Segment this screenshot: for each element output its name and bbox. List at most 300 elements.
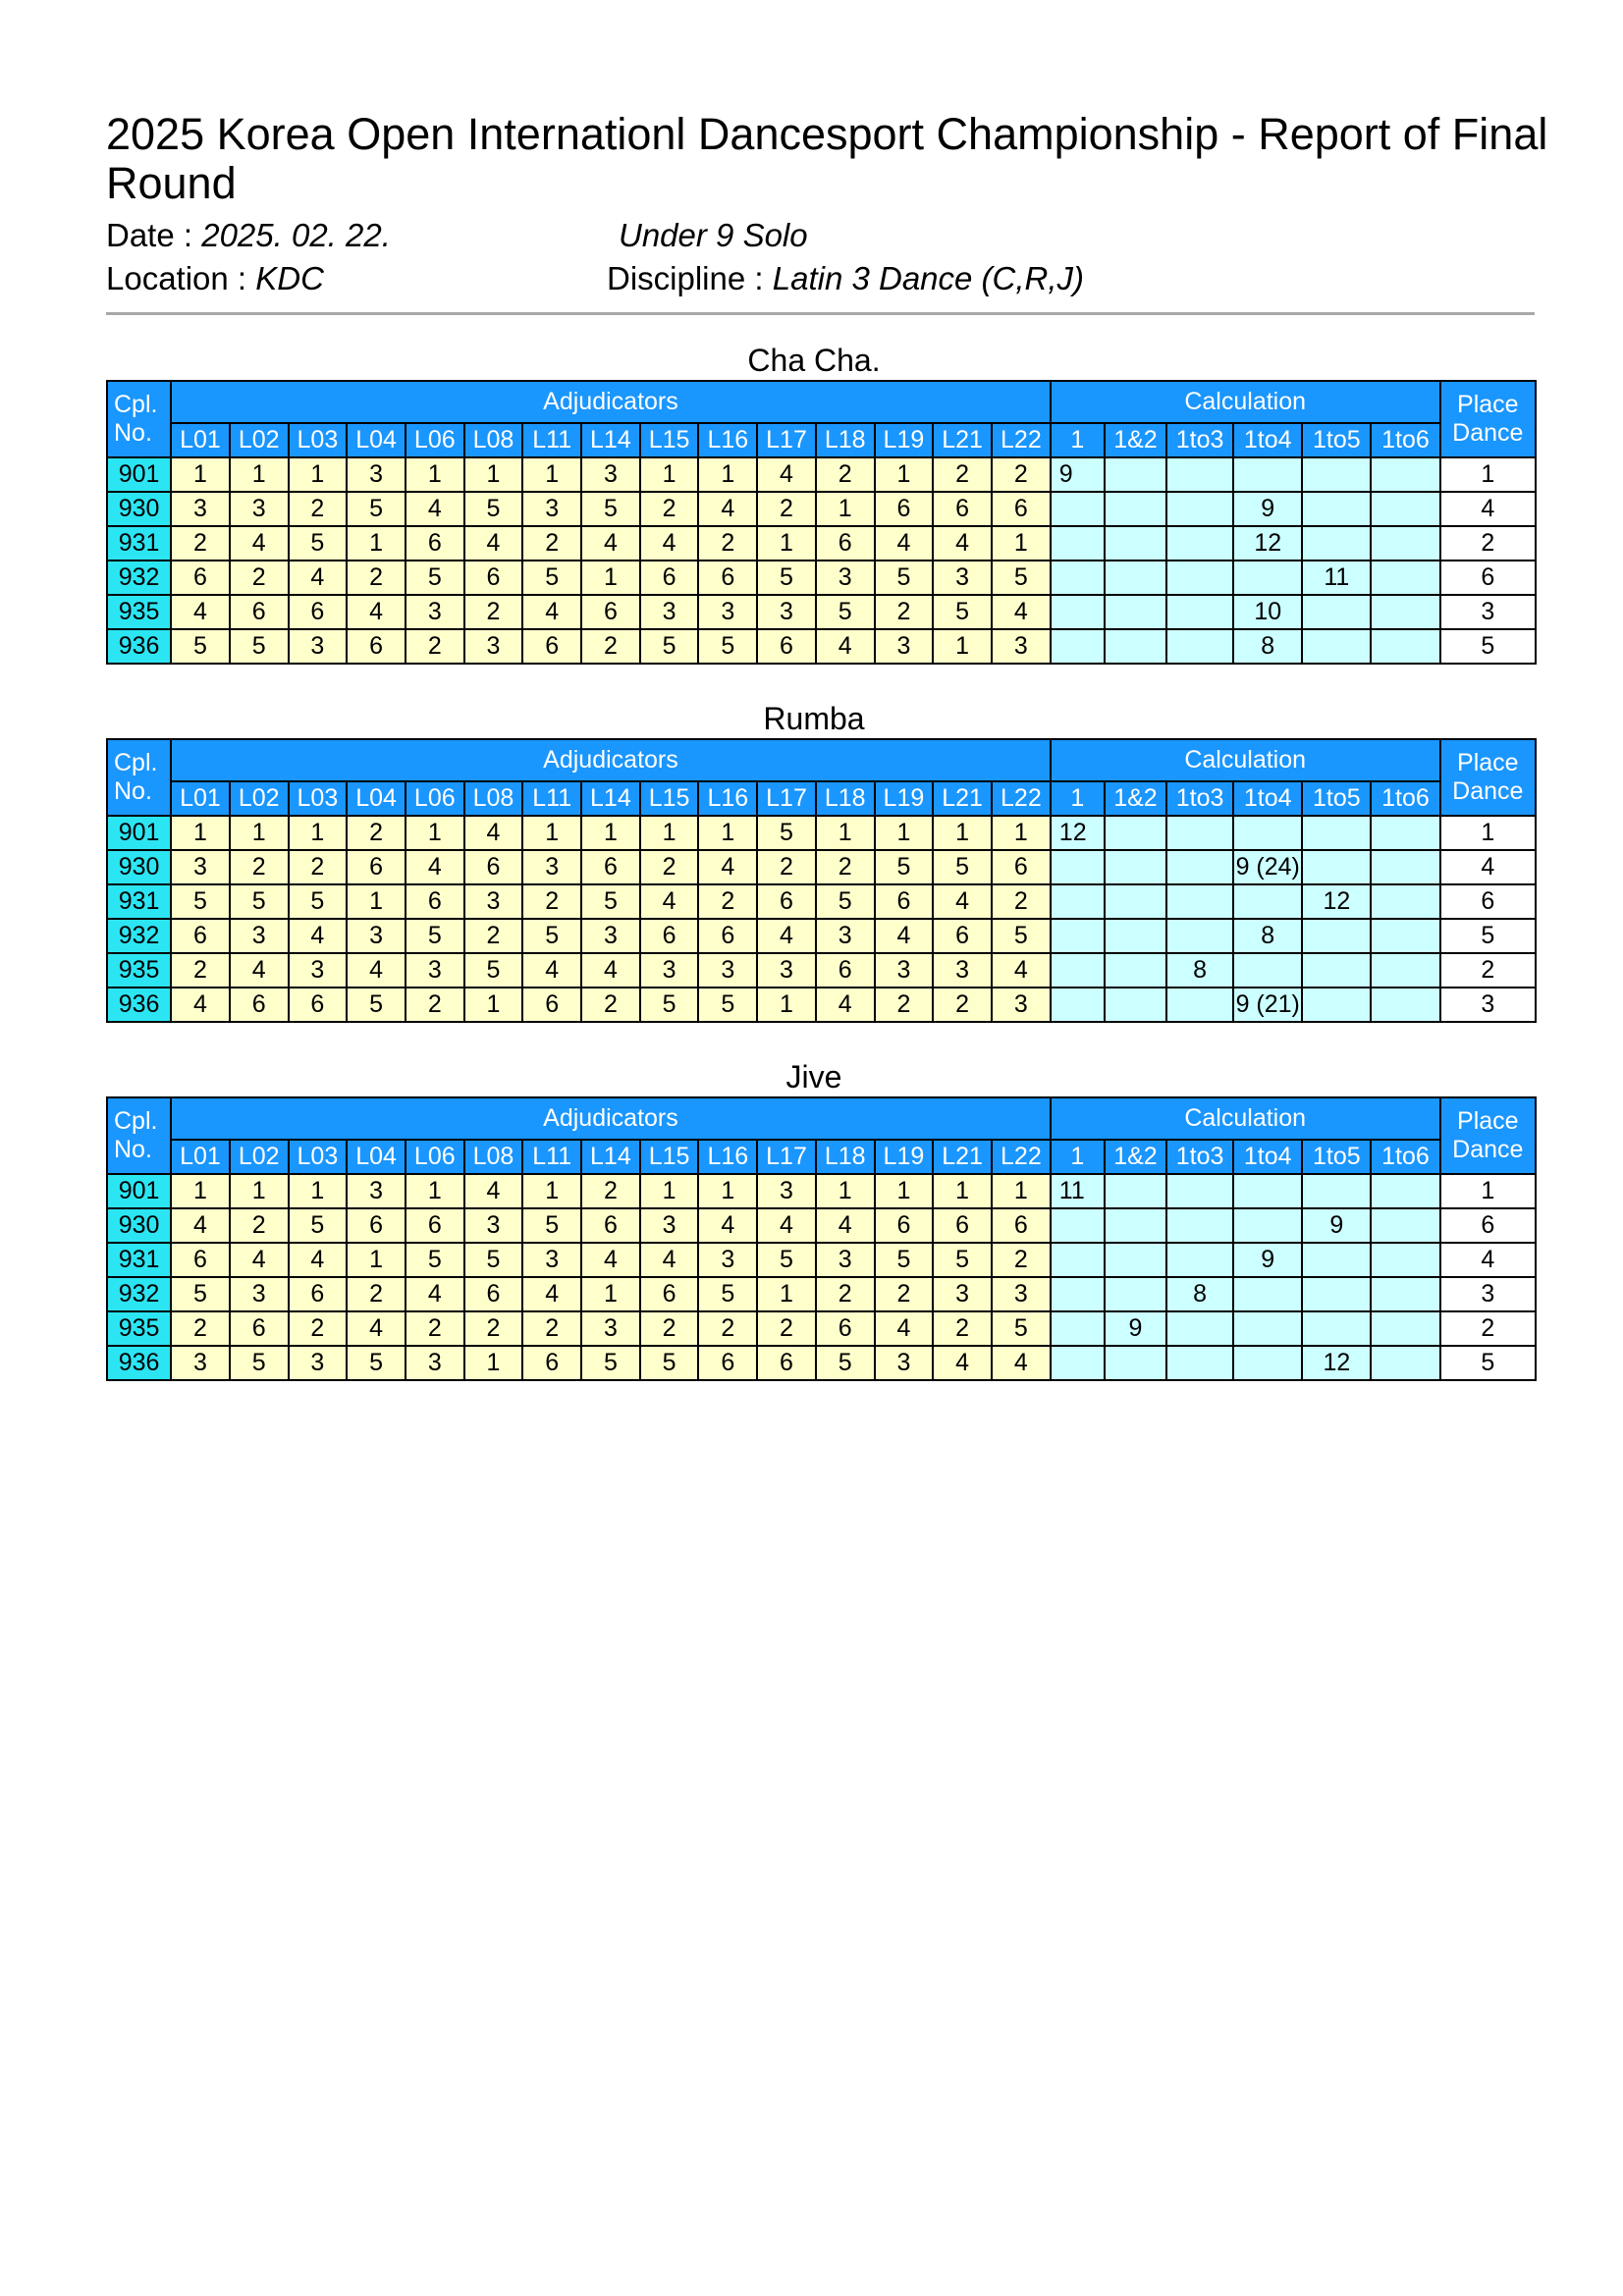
judge-header: L02 [230, 781, 289, 816]
calc-value: 9 [1051, 457, 1105, 492]
adjudicator-mark: 5 [698, 629, 757, 664]
couple-row [107, 1346, 1536, 1380]
calc-value [1371, 1174, 1439, 1208]
adjudicator-mark: 5 [581, 1346, 640, 1380]
adjudicator-mark: 5 [464, 492, 523, 526]
adjudicator-mark: 6 [698, 1346, 757, 1380]
adjudicator-mark: 5 [698, 1277, 757, 1311]
adjudicator-mark: 5 [757, 561, 816, 595]
adjudicator-mark: 1 [230, 816, 289, 850]
calc-value [1166, 1346, 1233, 1380]
calc-value [1302, 919, 1371, 953]
adjudicator-mark: 2 [289, 1311, 348, 1346]
adjudicator-mark: 4 [698, 492, 757, 526]
calc-value [1302, 457, 1371, 492]
adjudicator-mark: 5 [875, 1243, 934, 1277]
adjudicator-mark: 5 [992, 561, 1051, 595]
adjudicator-mark: 6 [933, 1208, 992, 1243]
couple-number: 932 [107, 1277, 171, 1311]
adjudicator-mark: 3 [406, 595, 464, 629]
adjudicator-mark: 5 [698, 988, 757, 1022]
adjudicator-mark: 5 [933, 850, 992, 884]
adjudicator-mark: 1 [289, 457, 348, 492]
adjudicator-mark: 5 [640, 988, 699, 1022]
calc-value: 9 (21) [1233, 988, 1302, 1022]
adjudicator-mark: 4 [757, 919, 816, 953]
adjudicator-mark: 2 [522, 526, 581, 561]
adjudicator-mark: 6 [171, 561, 230, 595]
date-value: 2025. 02. 22. [201, 217, 391, 253]
adjudicator-mark: 5 [933, 1243, 992, 1277]
couple-row [107, 884, 1536, 919]
adjudicator-mark: 2 [933, 988, 992, 1022]
judge-header: L16 [698, 781, 757, 816]
adjudicator-mark: 3 [640, 953, 699, 988]
calc-value [1105, 1208, 1166, 1243]
calc-col-header: 1to4 [1233, 1140, 1302, 1174]
couple-number: 930 [107, 492, 171, 526]
adjudicator-mark: 5 [875, 561, 934, 595]
couple-row [107, 595, 1536, 629]
adjudicator-mark: 6 [816, 1311, 875, 1346]
dance-place: 2 [1440, 953, 1536, 988]
adjudicator-mark: 3 [875, 1346, 934, 1380]
calc-value [1105, 595, 1166, 629]
adjudicator-mark: 6 [171, 1243, 230, 1277]
calc-value [1166, 629, 1233, 664]
adjudicator-mark: 3 [698, 953, 757, 988]
calc-value: 12 [1233, 526, 1302, 561]
adjudicator-mark: 1 [347, 1243, 406, 1277]
judge-header: L17 [757, 423, 816, 457]
calc-value [1233, 884, 1302, 919]
dance-section [106, 1057, 1537, 1381]
adjudicator-mark: 1 [522, 457, 581, 492]
calc-value [1371, 1243, 1439, 1277]
location-label: Location : [106, 260, 256, 296]
adjudicator-mark: 3 [464, 629, 523, 664]
calc-value [1302, 1311, 1371, 1346]
calc-value [1166, 595, 1233, 629]
adjudicator-mark: 1 [875, 1174, 934, 1208]
judge-header: L01 [171, 423, 230, 457]
adjudicator-mark: 3 [464, 1208, 523, 1243]
adjudicator-mark: 2 [757, 492, 816, 526]
judge-header: L21 [933, 781, 992, 816]
adjudicator-mark: 1 [464, 988, 523, 1022]
calc-value [1302, 629, 1371, 664]
couple-number: 931 [107, 884, 171, 919]
couple-row [107, 1174, 1536, 1208]
calc-value [1233, 1346, 1302, 1380]
calc-value: 12 [1302, 1346, 1371, 1380]
event-name [619, 216, 808, 255]
page-title: 2025 Korea Open Internationl Dancesport Championship - Report of Final Round [106, 109, 1548, 208]
adjudicator-mark: 6 [875, 884, 934, 919]
adjudicator-mark: 2 [230, 850, 289, 884]
couple-number: 901 [107, 457, 171, 492]
calc-value [1302, 1174, 1371, 1208]
adjudicator-mark: 4 [757, 457, 816, 492]
judge-header: L17 [757, 1140, 816, 1174]
calc-value [1105, 629, 1166, 664]
adjudicator-mark: 2 [171, 526, 230, 561]
adjudicator-mark: 6 [757, 1346, 816, 1380]
judge-header: L18 [816, 423, 875, 457]
adjudicator-mark: 2 [992, 457, 1051, 492]
couple-row [107, 561, 1536, 595]
results-table [106, 380, 1537, 665]
adjudicator-mark: 1 [230, 1174, 289, 1208]
adjudicator-mark: 5 [640, 1346, 699, 1380]
adjudicator-mark: 1 [522, 1174, 581, 1208]
adjudicator-mark: 1 [992, 1174, 1051, 1208]
adjudicators-header: Adjudicators [171, 739, 1051, 781]
calc-value [1166, 816, 1233, 850]
calc-col-header: 1 [1051, 781, 1105, 816]
couple-row [107, 953, 1536, 988]
calc-value: 9 [1302, 1208, 1371, 1243]
adjudicator-mark: 1 [816, 1174, 875, 1208]
adjudicator-mark: 2 [464, 919, 523, 953]
calc-value [1371, 492, 1439, 526]
couple-row [107, 988, 1536, 1022]
adjudicator-mark: 5 [171, 884, 230, 919]
dance-place: 2 [1440, 526, 1536, 561]
couple-row [107, 629, 1536, 664]
dance-place: 6 [1440, 884, 1536, 919]
calc-value [1105, 1277, 1166, 1311]
adjudicator-mark: 5 [347, 1346, 406, 1380]
adjudicator-mark: 5 [230, 884, 289, 919]
adjudicator-mark: 2 [289, 492, 348, 526]
no-label: No. [114, 1136, 152, 1163]
couple-row [107, 492, 1536, 526]
adjudicator-mark: 5 [347, 492, 406, 526]
adjudicator-mark: 2 [640, 1311, 699, 1346]
adjudicator-mark: 6 [816, 953, 875, 988]
adjudicator-mark: 5 [757, 816, 816, 850]
adjudicator-mark: 1 [171, 816, 230, 850]
adjudicator-mark: 1 [347, 526, 406, 561]
calc-value [1166, 492, 1233, 526]
judge-header: L19 [875, 423, 934, 457]
dance-label: Dance [1452, 419, 1524, 447]
adjudicator-mark: 6 [581, 1208, 640, 1243]
adjudicator-mark: 5 [816, 884, 875, 919]
dance-place: 5 [1440, 629, 1536, 664]
calc-value [1105, 953, 1166, 988]
calc-value [1371, 561, 1439, 595]
adjudicator-mark: 3 [171, 492, 230, 526]
calc-value [1105, 492, 1166, 526]
adjudicator-mark: 6 [875, 492, 934, 526]
adjudicator-mark: 4 [698, 1208, 757, 1243]
adjudicator-mark: 1 [581, 1277, 640, 1311]
judge-header: L19 [875, 1140, 934, 1174]
calc-value [1105, 988, 1166, 1022]
adjudicator-mark: 6 [406, 1208, 464, 1243]
adjudicator-mark: 3 [757, 953, 816, 988]
adjudicator-mark: 1 [640, 816, 699, 850]
adjudicator-mark: 6 [230, 595, 289, 629]
couple-row [107, 816, 1536, 850]
couple-row [107, 850, 1536, 884]
adjudicator-mark: 1 [816, 492, 875, 526]
cpl-no-header [107, 1097, 171, 1174]
adjudicator-mark: 3 [816, 561, 875, 595]
judge-header: L03 [289, 781, 348, 816]
calc-value [1302, 492, 1371, 526]
calc-value [1233, 1311, 1302, 1346]
calc-col-header: 1to3 [1166, 423, 1233, 457]
adjudicator-mark: 3 [992, 988, 1051, 1022]
calc-value [1371, 1346, 1439, 1380]
adjudicator-mark: 6 [522, 1346, 581, 1380]
place-dance-header [1440, 1097, 1536, 1174]
adjudicator-mark: 3 [816, 919, 875, 953]
adjudicator-mark: 4 [464, 816, 523, 850]
couple-number: 936 [107, 988, 171, 1022]
adjudicator-mark: 2 [698, 526, 757, 561]
adjudicator-mark: 4 [933, 526, 992, 561]
adjudicator-mark: 6 [289, 595, 348, 629]
calc-value [1371, 1311, 1439, 1346]
adjudicator-mark: 2 [171, 953, 230, 988]
dance-place: 5 [1440, 1346, 1536, 1380]
adjudicator-mark: 1 [757, 526, 816, 561]
calc-value [1233, 1277, 1302, 1311]
adjudicator-mark: 5 [289, 1208, 348, 1243]
calc-value [1233, 953, 1302, 988]
couple-number: 930 [107, 850, 171, 884]
judge-header: L14 [581, 781, 640, 816]
judge-header: L03 [289, 423, 348, 457]
adjudicator-mark: 1 [933, 816, 992, 850]
dance-place: 1 [1440, 457, 1536, 492]
adjudicator-mark: 3 [347, 1174, 406, 1208]
adjudicator-mark: 5 [581, 492, 640, 526]
adjudicator-mark: 2 [406, 988, 464, 1022]
adjudicator-mark: 6 [522, 629, 581, 664]
adjudicator-mark: 4 [230, 1243, 289, 1277]
adjudicator-mark: 1 [933, 1174, 992, 1208]
adjudicator-mark: 2 [816, 1277, 875, 1311]
judge-header: L08 [464, 1140, 523, 1174]
calc-value [1051, 1346, 1105, 1380]
adjudicator-mark: 5 [464, 953, 523, 988]
judge-header: L04 [347, 423, 406, 457]
adjudicator-mark: 3 [406, 953, 464, 988]
adjudicator-mark: 3 [347, 457, 406, 492]
adjudicator-mark: 5 [230, 629, 289, 664]
adjudicator-mark: 3 [522, 850, 581, 884]
adjudicator-mark: 1 [230, 457, 289, 492]
calc-value [1105, 1243, 1166, 1277]
adjudicator-mark: 3 [698, 1243, 757, 1277]
judge-header: L21 [933, 1140, 992, 1174]
calc-value [1233, 561, 1302, 595]
calc-col-header: 1to6 [1371, 781, 1439, 816]
judge-header: L22 [992, 423, 1051, 457]
couple-number: 901 [107, 816, 171, 850]
calc-col-header: 1to4 [1233, 423, 1302, 457]
adjudicator-mark: 6 [522, 988, 581, 1022]
adjudicator-mark: 4 [230, 526, 289, 561]
dance-place: 6 [1440, 561, 1536, 595]
event-value: Under 9 Solo [619, 217, 808, 253]
adjudicator-mark: 4 [640, 1243, 699, 1277]
judge-header: L18 [816, 1140, 875, 1174]
location-line [106, 259, 324, 298]
calc-value [1302, 1277, 1371, 1311]
adjudicator-mark: 1 [464, 457, 523, 492]
adjudicators-header: Adjudicators [171, 1097, 1051, 1140]
calc-value [1105, 816, 1166, 850]
adjudicator-mark: 3 [875, 953, 934, 988]
adjudicator-mark: 2 [933, 1311, 992, 1346]
no-label: No. [114, 419, 152, 447]
calc-col-header: 1to3 [1166, 781, 1233, 816]
calc-value [1371, 850, 1439, 884]
adjudicator-mark: 4 [581, 1243, 640, 1277]
adjudicator-mark: 1 [757, 1277, 816, 1311]
adjudicator-mark: 6 [289, 988, 348, 1022]
calc-value [1233, 1208, 1302, 1243]
adjudicator-mark: 2 [581, 1174, 640, 1208]
calc-col-header: 1&2 [1105, 1140, 1166, 1174]
calc-value [1105, 1174, 1166, 1208]
adjudicator-mark: 4 [406, 1277, 464, 1311]
judge-header: L11 [522, 781, 581, 816]
calc-value: 8 [1166, 953, 1233, 988]
adjudicator-mark: 3 [640, 595, 699, 629]
adjudicator-mark: 1 [289, 1174, 348, 1208]
adjudicator-mark: 6 [464, 850, 523, 884]
adjudicator-mark: 3 [171, 850, 230, 884]
adjudicator-mark: 6 [406, 526, 464, 561]
couple-number: 901 [107, 1174, 171, 1208]
calc-value [1233, 816, 1302, 850]
dance-title: Cha Cha. [747, 343, 881, 378]
calc-value [1166, 988, 1233, 1022]
adjudicator-mark: 1 [406, 816, 464, 850]
calc-col-header: 1to5 [1302, 423, 1371, 457]
adjudicator-mark: 3 [698, 595, 757, 629]
calc-value [1051, 526, 1105, 561]
adjudicator-mark: 2 [875, 988, 934, 1022]
adjudicator-mark: 4 [581, 526, 640, 561]
calculation-header: Calculation [1051, 739, 1440, 781]
place-dance-header [1440, 739, 1536, 816]
adjudicator-mark: 2 [640, 492, 699, 526]
adjudicator-mark: 4 [464, 1174, 523, 1208]
adjudicator-mark: 5 [875, 850, 934, 884]
adjudicator-mark: 1 [171, 1174, 230, 1208]
calc-value: 11 [1302, 561, 1371, 595]
adjudicator-mark: 1 [992, 816, 1051, 850]
adjudicator-mark: 4 [992, 1346, 1051, 1380]
calc-col-header: 1 [1051, 1140, 1105, 1174]
adjudicator-mark: 6 [581, 595, 640, 629]
calc-value: 9 [1233, 492, 1302, 526]
adjudicator-mark: 4 [406, 492, 464, 526]
judge-header: L19 [875, 781, 934, 816]
adjudicator-mark: 4 [522, 953, 581, 988]
dance-section [106, 699, 1537, 1023]
adjudicator-mark: 1 [640, 457, 699, 492]
couple-row [107, 1277, 1536, 1311]
calc-value [1166, 1208, 1233, 1243]
adjudicator-mark: 1 [581, 816, 640, 850]
adjudicator-mark: 3 [289, 629, 348, 664]
judge-header: L11 [522, 1140, 581, 1174]
calc-value [1105, 884, 1166, 919]
adjudicator-mark: 1 [464, 1346, 523, 1380]
couple-number: 931 [107, 1243, 171, 1277]
place-dance-header [1440, 381, 1536, 457]
calc-value [1371, 526, 1439, 561]
calc-value: 9 (24) [1233, 850, 1302, 884]
calc-value: 12 [1302, 884, 1371, 919]
adjudicator-mark: 2 [406, 1311, 464, 1346]
judge-header: L15 [640, 423, 699, 457]
cpl-label: Cpl. [114, 1107, 158, 1135]
adjudicator-mark: 2 [230, 561, 289, 595]
adjudicator-mark: 4 [992, 595, 1051, 629]
adjudicator-mark: 5 [640, 629, 699, 664]
adjudicator-mark: 4 [875, 919, 934, 953]
adjudicator-mark: 2 [698, 1311, 757, 1346]
couple-number: 932 [107, 919, 171, 953]
calc-value [1105, 919, 1166, 953]
judge-header: L08 [464, 781, 523, 816]
couple-number: 931 [107, 526, 171, 561]
calc-value: 12 [1051, 816, 1105, 850]
judge-header: L02 [230, 423, 289, 457]
adjudicator-mark: 1 [933, 629, 992, 664]
calc-value [1371, 988, 1439, 1022]
couple-row [107, 1311, 1536, 1346]
adjudicator-mark: 6 [640, 561, 699, 595]
location-value: KDC [255, 260, 324, 296]
adjudicator-mark: 1 [816, 816, 875, 850]
adjudicator-mark: 4 [230, 953, 289, 988]
calc-value [1371, 953, 1439, 988]
calc-value [1371, 457, 1439, 492]
calc-value [1233, 1174, 1302, 1208]
calc-value [1051, 884, 1105, 919]
adjudicator-mark: 1 [875, 457, 934, 492]
adjudicator-mark: 4 [522, 595, 581, 629]
adjudicator-mark: 5 [522, 1208, 581, 1243]
calc-value [1105, 561, 1166, 595]
couple-row [107, 457, 1536, 492]
couple-number: 932 [107, 561, 171, 595]
adjudicator-mark: 4 [640, 884, 699, 919]
calc-value [1371, 629, 1439, 664]
adjudicator-mark: 2 [171, 1311, 230, 1346]
dance-place: 1 [1440, 1174, 1536, 1208]
judge-header: L08 [464, 423, 523, 457]
adjudicator-mark: 5 [933, 595, 992, 629]
calc-value [1051, 850, 1105, 884]
no-label: No. [114, 777, 152, 805]
adjudicator-mark: 4 [347, 953, 406, 988]
judge-header: L06 [406, 781, 464, 816]
adjudicator-mark: 4 [875, 526, 934, 561]
calc-value [1166, 1311, 1233, 1346]
